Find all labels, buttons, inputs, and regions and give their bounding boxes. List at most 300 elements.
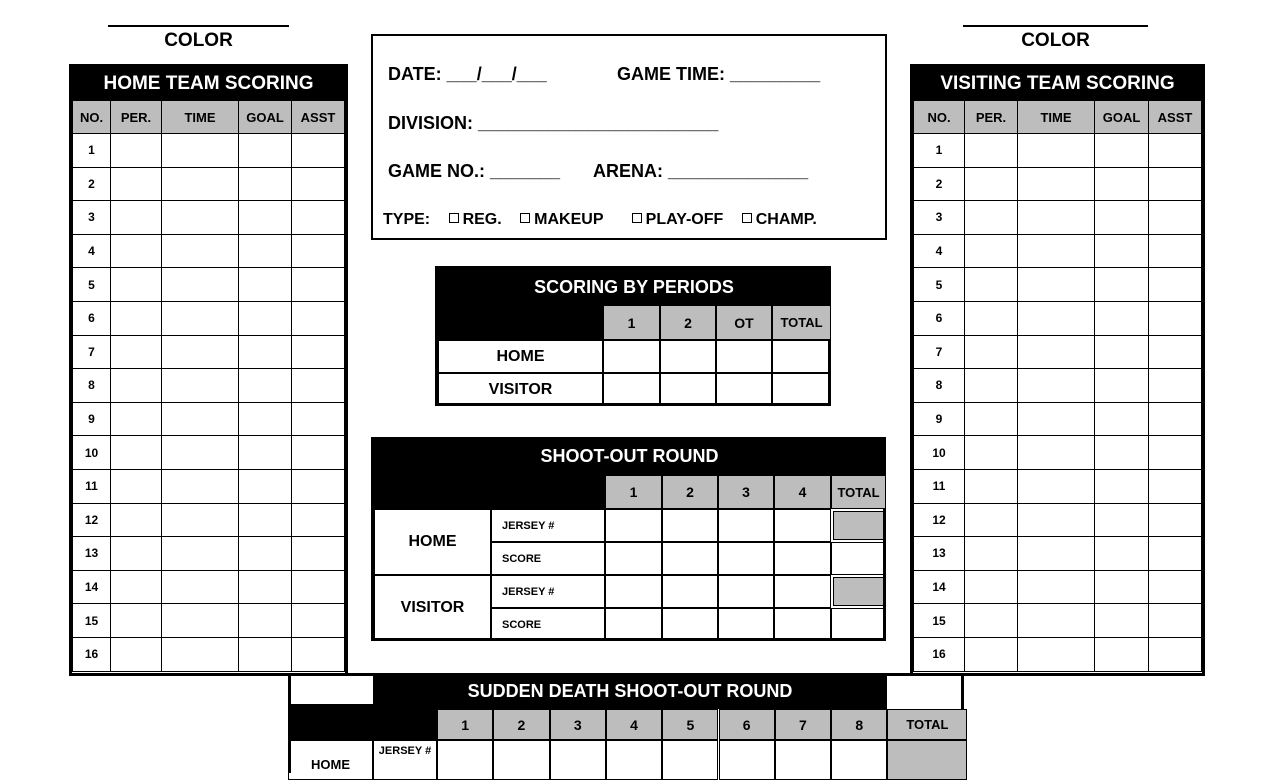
- sudden-death-entry-cell[interactable]: [493, 740, 549, 780]
- table-row: [73, 570, 345, 604]
- row-number: 8: [914, 369, 965, 403]
- entry-cell[interactable]: [1095, 234, 1149, 268]
- entry-cell[interactable]: [162, 369, 239, 403]
- shootout-entry-cell[interactable]: [718, 575, 774, 608]
- entry-cell[interactable]: [111, 369, 162, 403]
- entry-cell[interactable]: [239, 570, 292, 604]
- shootout-col-2: 2: [662, 475, 718, 509]
- sudden-death-col-5: 5: [662, 709, 718, 740]
- entry-cell[interactable]: [1018, 167, 1095, 201]
- table-row: [73, 234, 345, 268]
- scoring-by-periods-table: [435, 266, 831, 406]
- entry-cell[interactable]: [965, 469, 1018, 503]
- type-label: TYPE:: [383, 211, 431, 228]
- entry-cell[interactable]: [292, 234, 345, 268]
- shootout-title: SHOOT-OUT ROUND: [373, 439, 886, 509]
- entry-cell[interactable]: [1018, 537, 1095, 571]
- periods-cell[interactable]: [716, 373, 772, 406]
- entry-cell[interactable]: [111, 570, 162, 604]
- entry-cell[interactable]: [965, 268, 1018, 302]
- table-row: [73, 301, 345, 335]
- shootout-entry-cell[interactable]: [774, 608, 831, 641]
- sudden-death-entry-cell[interactable]: [550, 740, 606, 780]
- shootout-jersey-label: JERSEY #: [491, 575, 605, 608]
- sudden-death-col-7: 7: [775, 709, 831, 740]
- entry-cell[interactable]: [1095, 201, 1149, 235]
- entry-cell[interactable]: [1095, 637, 1149, 671]
- table-row: [914, 369, 1202, 403]
- entry-cell[interactable]: [1018, 134, 1095, 168]
- entry-cell[interactable]: [1149, 369, 1202, 403]
- sudden-death-col-8: 8: [831, 709, 887, 740]
- row-number: 5: [914, 268, 965, 302]
- entry-cell[interactable]: [1018, 469, 1095, 503]
- entry-cell[interactable]: [239, 402, 292, 436]
- table-row: [914, 570, 1202, 604]
- game-info-box: [371, 34, 887, 240]
- entry-cell[interactable]: [1149, 637, 1202, 671]
- table-row: [914, 201, 1202, 235]
- entry-cell[interactable]: [1095, 570, 1149, 604]
- column-header-time: TIME: [162, 101, 239, 134]
- entry-cell[interactable]: [1095, 134, 1149, 168]
- entry-cell[interactable]: [1149, 570, 1202, 604]
- entry-cell[interactable]: [1018, 268, 1095, 302]
- table-row: [914, 537, 1202, 571]
- entry-cell[interactable]: [292, 503, 345, 537]
- entry-cell[interactable]: [239, 301, 292, 335]
- entry-cell[interactable]: [162, 637, 239, 671]
- shootout-jersey-label: JERSEY #: [491, 509, 605, 542]
- entry-cell[interactable]: [162, 134, 239, 168]
- arena-field[interactable]: ARENA: ______________: [593, 161, 809, 181]
- home-color-label: COLOR: [164, 30, 233, 51]
- periods-cell[interactable]: [660, 373, 716, 406]
- table-row: [914, 637, 1202, 671]
- shootout-col-3: 3: [718, 475, 774, 509]
- entry-cell[interactable]: [111, 134, 162, 168]
- entry-cell[interactable]: [965, 369, 1018, 403]
- visiting-team-scoring-title: VISITING TEAM SCORING: [913, 67, 1202, 100]
- entry-cell[interactable]: [965, 402, 1018, 436]
- row-number: 7: [914, 335, 965, 369]
- row-number: 12: [73, 503, 111, 537]
- game-type-row: [383, 211, 817, 229]
- table-row: [73, 268, 345, 302]
- column-header-asst: ASST: [1149, 101, 1202, 134]
- periods-row-visitor: VISITOR: [438, 373, 603, 406]
- entry-cell[interactable]: [1095, 335, 1149, 369]
- row-number: 15: [914, 604, 965, 638]
- row-number: 2: [914, 167, 965, 201]
- entry-cell[interactable]: [1018, 570, 1095, 604]
- row-number: 15: [73, 604, 111, 638]
- entry-cell[interactable]: [1018, 369, 1095, 403]
- sudden-death-col-4: 4: [606, 709, 662, 740]
- entry-cell[interactable]: [162, 335, 239, 369]
- entry-cell[interactable]: [292, 537, 345, 571]
- entry-cell[interactable]: [292, 167, 345, 201]
- entry-cell[interactable]: [1149, 268, 1202, 302]
- periods-cell[interactable]: [772, 373, 831, 406]
- shootout-entry-cell[interactable]: [718, 509, 774, 542]
- home-scoring-grid: [72, 100, 345, 672]
- row-number: 12: [914, 503, 965, 537]
- shootout-col-4: 4: [774, 475, 831, 509]
- row-number: 14: [73, 570, 111, 604]
- entry-cell[interactable]: [965, 234, 1018, 268]
- visitor-color-line[interactable]: [963, 25, 1148, 27]
- row-number: 16: [914, 637, 965, 671]
- home-team-scoring-table: [69, 64, 348, 676]
- sudden-death-entry-cell[interactable]: [437, 740, 493, 780]
- row-number: 6: [914, 301, 965, 335]
- entry-cell[interactable]: [239, 369, 292, 403]
- row-number: 6: [73, 301, 111, 335]
- entry-cell[interactable]: [965, 637, 1018, 671]
- visitor-scoring-grid: [913, 100, 1202, 672]
- entry-cell[interactable]: [1095, 604, 1149, 638]
- table-row: [914, 301, 1202, 335]
- champ-checkbox[interactable]: [742, 213, 752, 223]
- entry-cell[interactable]: [965, 604, 1018, 638]
- table-row: [73, 469, 345, 503]
- entry-cell[interactable]: [1149, 436, 1202, 470]
- row-number: 13: [73, 537, 111, 571]
- game-time-field[interactable]: GAME TIME: _________: [617, 64, 821, 84]
- entry-cell[interactable]: [1095, 402, 1149, 436]
- shootout-entry-cell[interactable]: [605, 509, 662, 542]
- entry-cell[interactable]: [965, 335, 1018, 369]
- row-number: 9: [914, 402, 965, 436]
- sudden-death-table: [288, 673, 964, 773]
- entry-cell[interactable]: [111, 301, 162, 335]
- sudden-death-entry-cell[interactable]: [719, 740, 775, 780]
- entry-cell[interactable]: [162, 503, 239, 537]
- entry-cell[interactable]: [292, 201, 345, 235]
- shootout-entry-cell[interactable]: [605, 575, 662, 608]
- playoff-checkbox[interactable]: [632, 213, 642, 223]
- entry-cell[interactable]: [1095, 436, 1149, 470]
- entry-cell[interactable]: [239, 436, 292, 470]
- entry-cell[interactable]: [1095, 503, 1149, 537]
- entry-cell[interactable]: [1018, 234, 1095, 268]
- entry-cell[interactable]: [239, 469, 292, 503]
- entry-cell[interactable]: [292, 469, 345, 503]
- makeup-checkbox[interactable]: [520, 213, 530, 223]
- row-number: 4: [73, 234, 111, 268]
- entry-cell[interactable]: [1018, 301, 1095, 335]
- row-number: 10: [914, 436, 965, 470]
- entry-cell[interactable]: [239, 537, 292, 571]
- row-number: 1: [914, 134, 965, 168]
- table-row: [73, 637, 345, 671]
- row-number: 13: [914, 537, 965, 571]
- sudden-death-entry-cell[interactable]: [831, 740, 887, 780]
- row-number: 11: [914, 469, 965, 503]
- reg-label: REG.: [462, 211, 502, 228]
- entry-cell[interactable]: [1095, 469, 1149, 503]
- table-row: [73, 537, 345, 571]
- entry-cell[interactable]: [239, 134, 292, 168]
- table-row: [73, 604, 345, 638]
- entry-cell[interactable]: [1149, 134, 1202, 168]
- entry-cell[interactable]: [1149, 402, 1202, 436]
- shootout-total-cell[interactable]: [833, 577, 884, 606]
- entry-cell[interactable]: [239, 268, 292, 302]
- column-header-goal: GOAL: [239, 101, 292, 134]
- entry-cell[interactable]: [1095, 167, 1149, 201]
- periods-col-1: 1: [603, 305, 660, 340]
- entry-cell[interactable]: [239, 167, 292, 201]
- sudden-death-entry-cell[interactable]: [775, 740, 831, 780]
- entry-cell[interactable]: [239, 637, 292, 671]
- periods-cell[interactable]: [603, 340, 660, 373]
- row-number: 5: [73, 268, 111, 302]
- entry-cell[interactable]: [1149, 167, 1202, 201]
- column-header-goal: GOAL: [1095, 101, 1149, 134]
- entry-cell[interactable]: [162, 234, 239, 268]
- entry-cell[interactable]: [111, 167, 162, 201]
- entry-cell[interactable]: [292, 570, 345, 604]
- sudden-death-col-3: 3: [550, 709, 606, 740]
- column-header-no: NO.: [73, 101, 111, 134]
- row-number: 16: [73, 637, 111, 671]
- row-number: 3: [914, 201, 965, 235]
- entry-cell[interactable]: [965, 503, 1018, 537]
- periods-cell[interactable]: [772, 340, 831, 373]
- shootout-total-cell[interactable]: [833, 511, 884, 540]
- sudden-death-corner: [288, 704, 437, 740]
- entry-cell[interactable]: [292, 301, 345, 335]
- shootout-team-home: HOME: [374, 509, 491, 575]
- champ-label: CHAMP.: [755, 211, 817, 228]
- visitor-color-label: COLOR: [1021, 30, 1090, 51]
- entry-cell[interactable]: [1018, 201, 1095, 235]
- entry-cell[interactable]: [162, 469, 239, 503]
- column-header-asst: ASST: [292, 101, 345, 134]
- entry-cell[interactable]: [1018, 503, 1095, 537]
- date-field[interactable]: DATE: ___/___/___: [388, 64, 547, 84]
- shootout-entry-cell[interactable]: [662, 608, 718, 641]
- table-row: [914, 402, 1202, 436]
- game-no-field[interactable]: GAME NO.: _______: [388, 161, 561, 181]
- shootout-score-label: SCORE: [491, 542, 605, 575]
- sudden-death-col-6: 6: [719, 709, 775, 740]
- shootout-entry-cell[interactable]: [774, 542, 831, 575]
- entry-cell[interactable]: [1149, 301, 1202, 335]
- entry-cell[interactable]: [111, 268, 162, 302]
- entry-cell[interactable]: [1095, 537, 1149, 571]
- table-row: [73, 436, 345, 470]
- row-number: 11: [73, 469, 111, 503]
- entry-cell[interactable]: [162, 268, 239, 302]
- shootout-entry-cell[interactable]: [774, 575, 831, 608]
- periods-col-total: TOTAL: [772, 305, 831, 340]
- reg-checkbox[interactable]: [449, 213, 459, 223]
- shootout-total-cell[interactable]: [831, 542, 886, 575]
- entry-cell[interactable]: [1149, 604, 1202, 638]
- entry-cell[interactable]: [965, 301, 1018, 335]
- home-color-line[interactable]: [108, 25, 289, 27]
- entry-cell[interactable]: [162, 301, 239, 335]
- table-row: [73, 134, 345, 168]
- entry-cell[interactable]: [1149, 234, 1202, 268]
- entry-cell[interactable]: [1018, 604, 1095, 638]
- entry-cell[interactable]: [111, 402, 162, 436]
- table-row: [914, 436, 1202, 470]
- row-number: 8: [73, 369, 111, 403]
- division-field[interactable]: DIVISION: ________________________: [388, 113, 719, 133]
- entry-cell[interactable]: [1149, 335, 1202, 369]
- periods-cell[interactable]: [660, 340, 716, 373]
- entry-cell[interactable]: [965, 570, 1018, 604]
- entry-cell[interactable]: [162, 537, 239, 571]
- table-row: [914, 503, 1202, 537]
- entry-cell[interactable]: [292, 335, 345, 369]
- entry-cell[interactable]: [1149, 469, 1202, 503]
- entry-cell[interactable]: [111, 537, 162, 571]
- sudden-death-total-cell[interactable]: [887, 740, 967, 780]
- entry-cell[interactable]: [111, 637, 162, 671]
- entry-cell[interactable]: [1149, 503, 1202, 537]
- entry-cell[interactable]: [292, 134, 345, 168]
- entry-cell[interactable]: [965, 537, 1018, 571]
- entry-cell[interactable]: [292, 369, 345, 403]
- row-number: 14: [914, 570, 965, 604]
- shootout-entry-cell[interactable]: [605, 542, 662, 575]
- shootout-total-cell[interactable]: [831, 608, 886, 641]
- entry-cell[interactable]: [111, 234, 162, 268]
- column-header-per: PER.: [111, 101, 162, 134]
- periods-col-ot: OT: [716, 305, 772, 340]
- column-header-per: PER.: [965, 101, 1018, 134]
- entry-cell[interactable]: [292, 637, 345, 671]
- periods-cell[interactable]: [716, 340, 772, 373]
- shootout-entry-cell[interactable]: [774, 509, 831, 542]
- entry-cell[interactable]: [1018, 335, 1095, 369]
- entry-cell[interactable]: [239, 335, 292, 369]
- entry-cell[interactable]: [1018, 402, 1095, 436]
- sudden-death-entry-cell[interactable]: [662, 740, 718, 780]
- sudden-death-col-1: 1: [437, 709, 493, 740]
- entry-cell[interactable]: [292, 268, 345, 302]
- entry-cell[interactable]: [965, 201, 1018, 235]
- entry-cell[interactable]: [1018, 637, 1095, 671]
- entry-cell[interactable]: [239, 201, 292, 235]
- column-header-time: TIME: [1018, 101, 1095, 134]
- table-row: [73, 201, 345, 235]
- shootout-entry-cell[interactable]: [718, 608, 774, 641]
- sudden-death-col-total: TOTAL: [887, 709, 967, 740]
- sudden-death-jersey-label: JERSEY #: [373, 740, 437, 780]
- table-row: [914, 134, 1202, 168]
- entry-cell[interactable]: [1095, 301, 1149, 335]
- entry-cell[interactable]: [162, 570, 239, 604]
- entry-cell[interactable]: [162, 201, 239, 235]
- table-row: [914, 268, 1202, 302]
- entry-cell[interactable]: [292, 402, 345, 436]
- entry-cell[interactable]: [292, 436, 345, 470]
- entry-cell[interactable]: [239, 234, 292, 268]
- column-header-no: NO.: [914, 101, 965, 134]
- playoff-label: PLAY-OFF: [645, 211, 724, 228]
- entry-cell[interactable]: [239, 604, 292, 638]
- sudden-death-col-2: 2: [493, 709, 549, 740]
- table-row: [914, 469, 1202, 503]
- entry-cell[interactable]: [965, 436, 1018, 470]
- entry-cell[interactable]: [111, 503, 162, 537]
- entry-cell[interactable]: [1095, 369, 1149, 403]
- row-number: 7: [73, 335, 111, 369]
- table-row: [73, 167, 345, 201]
- shootout-entry-cell[interactable]: [662, 575, 718, 608]
- sudden-death-team-home: HOME: [288, 740, 373, 780]
- entry-cell[interactable]: [111, 436, 162, 470]
- shootout-score-label: SCORE: [491, 608, 605, 641]
- periods-title: SCORING BY PERIODS: [437, 268, 831, 340]
- shootout-col-1: 1: [605, 475, 662, 509]
- table-row: [914, 167, 1202, 201]
- entry-cell[interactable]: [111, 469, 162, 503]
- shootout-entry-cell[interactable]: [605, 608, 662, 641]
- shootout-col-total: TOTAL: [831, 475, 886, 509]
- shootout-entry-cell[interactable]: [662, 509, 718, 542]
- entry-cell[interactable]: [111, 604, 162, 638]
- visiting-team-scoring-table: [910, 64, 1205, 676]
- entry-cell[interactable]: [1149, 201, 1202, 235]
- entry-cell[interactable]: [1018, 436, 1095, 470]
- entry-cell[interactable]: [162, 167, 239, 201]
- entry-cell[interactable]: [162, 402, 239, 436]
- periods-col-2: 2: [660, 305, 716, 340]
- entry-cell[interactable]: [111, 335, 162, 369]
- sudden-death-entry-cell[interactable]: [606, 740, 662, 780]
- table-row: [914, 604, 1202, 638]
- entry-cell[interactable]: [162, 604, 239, 638]
- entry-cell[interactable]: [292, 604, 345, 638]
- row-number: 4: [914, 234, 965, 268]
- entry-cell[interactable]: [239, 503, 292, 537]
- makeup-label: MAKEUP: [534, 211, 604, 228]
- entry-cell[interactable]: [965, 167, 1018, 201]
- home-team-scoring-title: HOME TEAM SCORING: [72, 67, 345, 100]
- entry-cell[interactable]: [1149, 537, 1202, 571]
- entry-cell[interactable]: [965, 134, 1018, 168]
- row-number: 2: [73, 167, 111, 201]
- row-number: 9: [73, 402, 111, 436]
- table-row: [73, 335, 345, 369]
- entry-cell[interactable]: [162, 436, 239, 470]
- table-row: [73, 402, 345, 436]
- entry-cell[interactable]: [1095, 268, 1149, 302]
- table-row: [73, 369, 345, 403]
- table-row: [914, 335, 1202, 369]
- row-number: 10: [73, 436, 111, 470]
- periods-row-home: HOME: [438, 340, 603, 373]
- row-number: 1: [73, 134, 111, 168]
- entry-cell[interactable]: [111, 201, 162, 235]
- periods-cell[interactable]: [603, 373, 660, 406]
- sudden-death-title-bar: SUDDEN DEATH SHOOT-OUT ROUND: [373, 673, 887, 709]
- shootout-round-table: [371, 437, 886, 641]
- table-row: [73, 503, 345, 537]
- shootout-entry-cell[interactable]: [718, 542, 774, 575]
- row-number: 3: [73, 201, 111, 235]
- table-row: [914, 234, 1202, 268]
- shootout-entry-cell[interactable]: [662, 542, 718, 575]
- shootout-team-visitor: VISITOR: [374, 575, 491, 641]
